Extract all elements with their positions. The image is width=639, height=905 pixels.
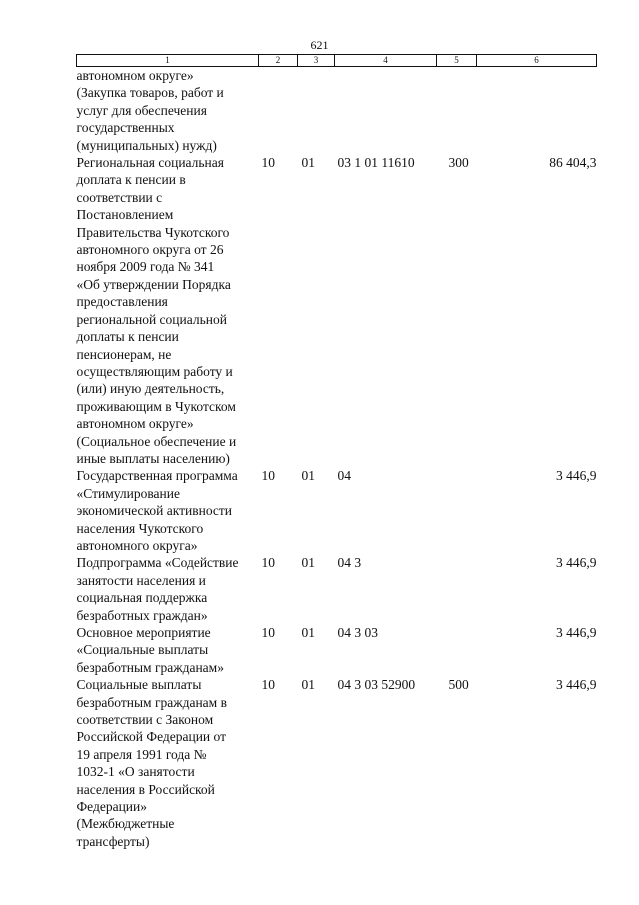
item-name: Социальные выплаты безработным гражданам в соответствии с Законом Российской Федерации от 19 апреля 1991 года № 1032-1 «О занятости населения в Российской Федерации» (Межбюджетные трансферты) — [76, 677, 227, 849]
amount: 3 446,9 — [556, 555, 597, 571]
table-row — [77, 676, 597, 850]
target-article-code — [335, 67, 437, 155]
subsection-code — [298, 67, 335, 155]
header-col-3: 3 — [298, 55, 335, 67]
page-number: 621 — [310, 38, 329, 52]
header-col-2: 2 — [259, 55, 298, 67]
header-col-1: 1 — [77, 55, 259, 67]
subsection-code: 01 — [301, 155, 315, 171]
section-code: 10 — [261, 677, 275, 693]
section-code: 10 — [261, 555, 275, 571]
amount: 86 404,3 — [549, 155, 597, 171]
target-article-code: 03 1 01 11610 — [337, 155, 415, 171]
expense-type-code — [437, 554, 477, 624]
table-row — [77, 554, 597, 624]
header-col-6: 6 — [477, 55, 597, 67]
section-code: 10 — [261, 468, 275, 484]
amount: 3 446,9 — [556, 677, 597, 693]
subsection-code: 01 — [301, 677, 315, 693]
target-article-code: 04 3 — [337, 555, 362, 571]
target-article-code: 04 3 03 — [337, 625, 378, 640]
expense-type-code: 300 — [448, 155, 469, 171]
item-name: автономном округе» (Закупка товаров, работ и услуг для обеспечения государственных (муниципальных) нужд) — [76, 68, 224, 153]
subsection-code: 01 — [301, 625, 315, 640]
table-header — [77, 55, 597, 67]
table-row — [77, 624, 597, 676]
table-row — [77, 154, 597, 467]
subsection-code: 01 — [301, 555, 315, 571]
expense-type-code: 500 — [448, 677, 469, 693]
section-code — [259, 67, 298, 155]
item-name: Государственная программа «Стимулирование экономической активности населения Чукотского автономного округа» — [76, 468, 238, 553]
item-name: Основное мероприятие «Социальные выплаты безработным гражданам» — [76, 625, 224, 675]
subsection-code: 01 — [301, 468, 315, 484]
table-row — [77, 67, 597, 155]
header-col-5: 5 — [437, 55, 477, 67]
amount — [477, 67, 597, 155]
header-row — [77, 55, 597, 67]
expense-type-code — [437, 67, 477, 155]
budget-table — [76, 54, 597, 850]
amount: 3 446,9 — [556, 468, 597, 484]
expense-type-code — [437, 467, 477, 554]
header-col-4: 4 — [335, 55, 437, 67]
section-code: 10 — [261, 625, 275, 640]
target-article-code: 04 3 03 52900 — [337, 677, 416, 693]
item-name: Подпрограмма «Содействие занятости населения и социальная поддержка безработных граждан» — [76, 555, 239, 623]
item-name: Региональная социальная доплата к пенсии в соответствии с Постановлением Правительства Чукотского автономного округа от 26 ноября 2009 года № 341 «Об утверждении Порядка предоставления региональной социальной доплаты к пенсии пенсионерам, не осуществляющим работу и (или) иную деятельность, проживающим в Чукотском автономном округе» (Социальное обеспечение и иные выплаты населению) — [76, 155, 237, 466]
expense-type-code — [437, 624, 477, 676]
table-body — [77, 67, 597, 851]
amount: 3 446,9 — [556, 625, 597, 640]
table-row — [77, 467, 597, 554]
target-article-code: 04 — [337, 468, 351, 484]
section-code: 10 — [261, 155, 275, 171]
